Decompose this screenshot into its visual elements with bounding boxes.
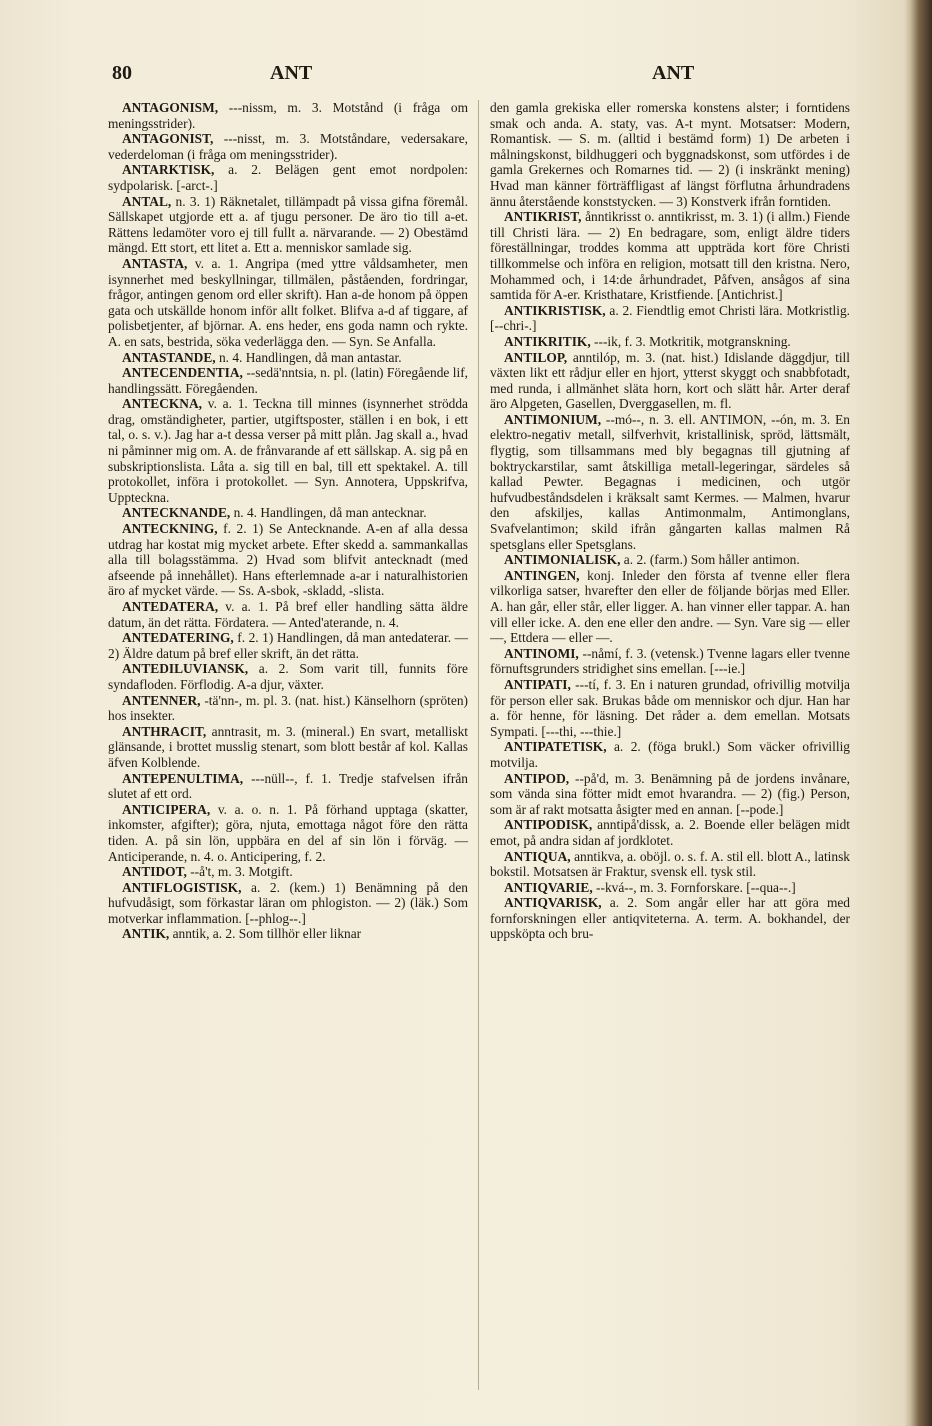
page-number: 80 (112, 62, 132, 84)
dictionary-entry (108, 162, 468, 193)
dictionary-entry (490, 880, 850, 896)
entry-headword: ANTINGEN, (504, 567, 580, 583)
dictionary-entry (490, 552, 850, 568)
dictionary-entry (108, 194, 468, 256)
entry-definition: ånntikrisst o. anntikrisst, m. 3. 1) (i allm.) Fiende till Christi lära. — 2) En bedragare, som, enligt äldre tiders föreställningar, troddes komma att uppträda kort före Christi tillkommelse och införa en religion, motsatt till den kristna. Nero, Mohammed och, i 14:de århundradet, Påfven, ansågos af sina samtida för A-er. Kristhatare, Kristfiende. [Antichrist.] (490, 209, 850, 303)
dictionary-entry (490, 646, 850, 677)
entry-headword: ANTEDATERING, (122, 630, 234, 646)
entry-definition: --mó--, n. 3. ell. ANTIMON, --ón, m. 3. En elektro-negativ metall, silfverhvit, kristallinisk, spröd, lättsmält, flygtig, som tillsammans med bly begagnas till gjutning af boktryckarstilar, samt åtskilliga metall-legeringar, särdeles så kallad Pewter. Begagnas i medicinen, och utgör hufvudbeståndsdelen i kräksalt samt Kermes. — Malmen, hvarur den afskiljes, kallas Antimonmalm, Antimonglans, Svafvelantimon; skild ifrån gångarten kallas malmen Rå spetsglans eller Spetsglans. (490, 411, 850, 552)
entry-headword: ANTECKNING, (122, 521, 218, 537)
entry-headword: ANTIKRITIK, (504, 333, 591, 349)
entry-headword: ANTEPENULTIMA, (122, 770, 244, 786)
entry-headword: ANTIK, (122, 926, 170, 942)
dictionary-entry (490, 568, 850, 646)
dictionary-entry (490, 895, 850, 942)
entry-headword: ANTIKRISTISK, (504, 302, 606, 318)
column-divider (478, 100, 479, 1390)
entry-definition: v. a. 1. På bref eller handling sätta äldre datum, än det rätta. Fördatera. — Anted'aterande, n. 4. (108, 599, 468, 630)
entry-headword: ANTIPATI, (504, 676, 571, 692)
dictionary-entry (108, 131, 468, 162)
running-headword-right: ANT (652, 62, 695, 84)
dictionary-entry (490, 100, 850, 209)
dictionary-entry (108, 661, 468, 692)
entry-headword: ANTILOP, (504, 349, 568, 365)
dictionary-entry (108, 350, 468, 366)
running-headword-left: ANT (270, 62, 313, 84)
dictionary-entry (108, 724, 468, 771)
entry-headword: ANTIMONIUM, (504, 411, 602, 427)
entry-headword: ANTECENDENTIA, (122, 365, 243, 381)
dictionary-entry (108, 505, 468, 521)
entry-definition: n. 4. Handlingen, då man antecknar. (230, 505, 427, 521)
dictionary-entry (108, 771, 468, 802)
entry-definition: a. 2. (föga brukl.) Som väcker ofrivillig motvilja. (490, 739, 850, 770)
entry-headword: ANTECKNA, (122, 396, 202, 412)
entry-definition: a. 2. Som varit till, funnits före syndafloden. Förflodig. A-a djur, växter. (108, 661, 468, 692)
entry-headword: ANTICIPERA, (122, 801, 211, 817)
entry-definition: a. 2. Belägen gent emot nordpolen: sydpolarisk. [-arct-.] (108, 162, 468, 193)
page-header (112, 62, 862, 92)
entry-headword: ANTIQVARIE, (504, 879, 593, 895)
entry-definition: a. 2. (kem.) 1) Benämning på den hufvudåsigt, som förkastar läran om phlogiston. — 2) (läk.) Som motverkar inflammation. [--phlog--.] (108, 879, 468, 926)
dictionary-entry (108, 521, 468, 599)
entry-definition: a. 2. (farm.) Som håller antimon. (620, 552, 800, 568)
dictionary-entry (490, 849, 850, 880)
entry-definition: konj. Inleder den första af tvenne eller flera vilkorliga satser, hvarefter den eller de följande börjas med Eller. A. han går, eller står, eller ligger. A. han vinner eller tappar. A. han vill eller icke. A. den ene eller den andre. — Syn. Vare sig — eller —, Ettdera — eller —. (490, 567, 850, 646)
dictionary-entry (108, 926, 468, 942)
entry-definition: anntrasit, m. 3. (mineral.) En svart, metalliskt glänsande, i brottet musslig stenart, som blott består af kol. Kallas äfven Kolblende. (108, 723, 468, 770)
entry-headword: ANTEDATERA, (122, 599, 219, 614)
entry-definition: f. 2. 1) Se Antecknande. A-en af alla dessa utdrag har kostat mig mycket arbete. Efter skedd a. sammankallas alla till bolagsstämma. 2) Hvad som blifvit antecknadt (med afseende på innehållet). Hans efterlemnade a-ar i naturalhistorien äro af mycket värde. — Ss. A-sbok, -skladd, -slista. (108, 521, 468, 599)
left-column (108, 100, 468, 942)
entry-headword: ANTIQUA, (504, 848, 571, 864)
entry-definition: --sedä'nntsia, n. pl. (latin) Föregående lif, handlingssätt. Föregåenden. (108, 365, 468, 396)
entry-definition: ---ik, f. 3. Motkritik, motgranskning. (590, 333, 791, 349)
entry-definition: anntilóp, m. 3. (nat. hist.) Idislande däggdjur, till växten likt ett rådjur eller en hjort, ytterst skyggt och snabbfotadt, med runda, i allmänhet släta horn, kort och slätt hår. Arter deraf äro Alpgeten, Gasellen, Dverggasellen, m. fl. (490, 349, 850, 412)
entry-definition: anntipå'dissk, a. 2. Boende eller belägen midt emot, på andra sidan af jordklotet. (490, 817, 850, 848)
entry-definition: --å't, m. 3. Motgift. (186, 864, 293, 880)
dictionary-entry (108, 396, 468, 505)
entry-headword: ANTAL, (122, 193, 172, 209)
entry-definition: anntik, a. 2. Som tillhör eller liknar (169, 926, 362, 942)
dictionary-entry (108, 693, 468, 724)
entry-headword: ANTIPOD, (504, 770, 570, 786)
dictionary-entry (108, 256, 468, 350)
entry-definition: n. 4. Handlingen, då man antastar. (215, 349, 402, 365)
entry-definition: --på'd, m. 3. Benämning på de jordens invånare, som vända sina fötter midt emot hvarandra. — 2) (fig.) Person, som är af rakt motsatta åsigter med en annan. [--pode.] (490, 770, 850, 817)
entry-headword: ANTASTA, (122, 255, 188, 271)
entry-definition: --nåmí, f. 3. (vetensk.) Tvenne lagars eller tvenne förnuftsgrunders stridighet sins emellan. [---ie.] (490, 645, 850, 677)
entry-definition: -tä'nn-, m. pl. 3. (nat. hist.) Känselhorn (spröten) hos insekter. (108, 692, 468, 724)
entry-headword: ANTENNER, (122, 692, 201, 708)
entry-headword: ANTAGONIST, (122, 131, 214, 147)
entry-definition: ---nüll--, f. 1. Tredje stafvelsen ifrån slutet af ett ord. (108, 770, 468, 802)
dictionary-entry (490, 771, 850, 818)
entry-definition: anntikva, a. oböjl. o. s. f. A. stil ell. blott A., latinsk bokstil. Motsatsen är Fraktur, svensk ell. tysk stil. (490, 848, 850, 880)
entry-headword: ANTIQVARISK, (504, 895, 602, 911)
entry-headword: ANTARKTISK, (122, 162, 215, 178)
dictionary-entry (108, 880, 468, 927)
entry-headword: ANTAGONISM, (122, 100, 219, 115)
entry-definition: n. 3. 1) Räknetalet, tillämpadt på vissa gifna föremål. Sällskapet utgjorde ett a. af tjugu personer. De äro tio till a-et. Rättens ledamöter voro ej till fullt a. närvarande. — 2) Obestämd mängd. Ett stort, ett litet a. Ett a. menniskor samlade sig. (108, 193, 468, 256)
entry-headword: ANTIDOT, (122, 864, 187, 880)
entry-definition: ---nisst, m. 3. Motståndare, vedersakare, vederdeloman (i fråga om meningsstrider). (108, 131, 468, 162)
entry-definition: v. a. 1. Angripa (med yttre våldsamheter, men isynnerhet med beskyllningar, tillmälen, påståenden, fordringar, frågor, antingen genom ord eller skrift). Han a-de honom på öppen gata och utskällde honom inför allt folket. Blifva a-d af tiggare, af polisbetjenter, af björnar. A. ens heder, ens goda namn och rykte. A. en sats, bestrida, söka vederlägga den. — Syn. Se Anfalla. (108, 255, 468, 349)
entry-headword: ANTASTANDE, (122, 349, 216, 365)
dictionary-entry (108, 630, 468, 661)
entry-headword: ANTINOMI, (504, 645, 579, 661)
dictionary-entry (108, 864, 468, 880)
entry-headword: ANTECKNANDE, (122, 505, 231, 521)
dictionary-entry (490, 334, 850, 350)
entry-definition: v. a. o. n. 1. På förhand upptaga (skatter, inkomster, afgifter); göra, njuta, emottaga något före den rätta tiden. A. på sin lön, uppbära en del af sin lön i förväg. — Anticiperande, n. 4. o. Anticipering, f. 2. (108, 801, 468, 864)
entry-headword: ANTIKRIST, (504, 209, 582, 225)
entry-headword: ANTIPATETISK, (504, 739, 607, 755)
dictionary-entry (490, 739, 850, 770)
entry-definition: a. 2. Som angår eller har att göra med fornforskningen eller antiqviteterna. A. term. A. bokhandel, der uppsköpta och bru- (490, 895, 850, 942)
entry-definition: ---tí, f. 3. En i naturen grundad, ofrivillig motvilja för person eller sak. Brukas både om menniskor och djur. Han har a. för henne, för läsning. Det råder a. dem emellan. Motsats Sympati. [---thi, ---thie.] (490, 676, 850, 739)
entry-headword: ANTIMONIALISK, (504, 552, 621, 568)
dictionary-entry (108, 599, 468, 630)
dictionary-entry (490, 209, 850, 303)
entry-definition: den gamla grekiska eller romerska konstens alster; i forntidens smak och anda. A. staty, vas. A-t mynt. Motsatser: Modern, Romantisk. — S. m. (alltid i bestämd form) 1) De arbeten i målningskonst, bildhuggeri och byggnadskonst, som utfördes i de gamla Grekernes och Romarnes tid. — 2) (i inskränkt mening) Hvad man känner förträffligast af längst förflutna århundradens ännu återstående konststycken. — 3) Konstverk ifrån forntiden. (490, 100, 850, 209)
entry-definition: a. 2. Fiendtlig emot Christi lära. Motkristlig. [--chri-.] (490, 302, 850, 334)
dictionary-entry (108, 802, 468, 864)
dictionary-entry (108, 100, 468, 131)
entry-headword: ANTHRACIT, (122, 723, 207, 739)
entry-definition: v. a. 1. Teckna till minnes (isynnerhet strödda drag, omständigheter, partier, utgiftsposter, ställen i en bok, i ett tal, o. s. v.). Jag har a-t dessa verser på mitt plån. Jag skall a., hvad ni påminner mig om. A. de frånvarande af ett sällskap. A. sig på en subskriptionslista. Låta a. sig till en bal, till ett spektakel. A. till protokollet, införa i protokollet. — Syn. Annotera, Uppskrifva, Uppteckna. (108, 396, 468, 505)
entry-headword: ANTIFLOGISTISK, (122, 879, 242, 895)
entry-headword: ANTEDILUVIANSK, (122, 661, 249, 677)
dictionary-entry (490, 817, 850, 848)
entry-definition: f. 2. 1) Handlingen, då man antedaterar. — 2) Äldre datum på bref eller skrift, än det rätta. (108, 630, 468, 661)
entry-headword: ANTIPODISK, (504, 817, 593, 833)
entry-definition: ---nissm, m. 3. Motstånd (i fråga om meningsstrider). (108, 100, 468, 131)
dictionary-entry (490, 303, 850, 334)
dictionary-entry (108, 365, 468, 396)
dictionary-entry (490, 350, 850, 412)
entry-definition: --kvá--, m. 3. Fornforskare. [--qua--.] (592, 879, 796, 895)
dictionary-entry (490, 677, 850, 739)
right-column (490, 100, 850, 942)
dictionary-entry (490, 412, 850, 552)
book-binding-edge (910, 0, 932, 1426)
